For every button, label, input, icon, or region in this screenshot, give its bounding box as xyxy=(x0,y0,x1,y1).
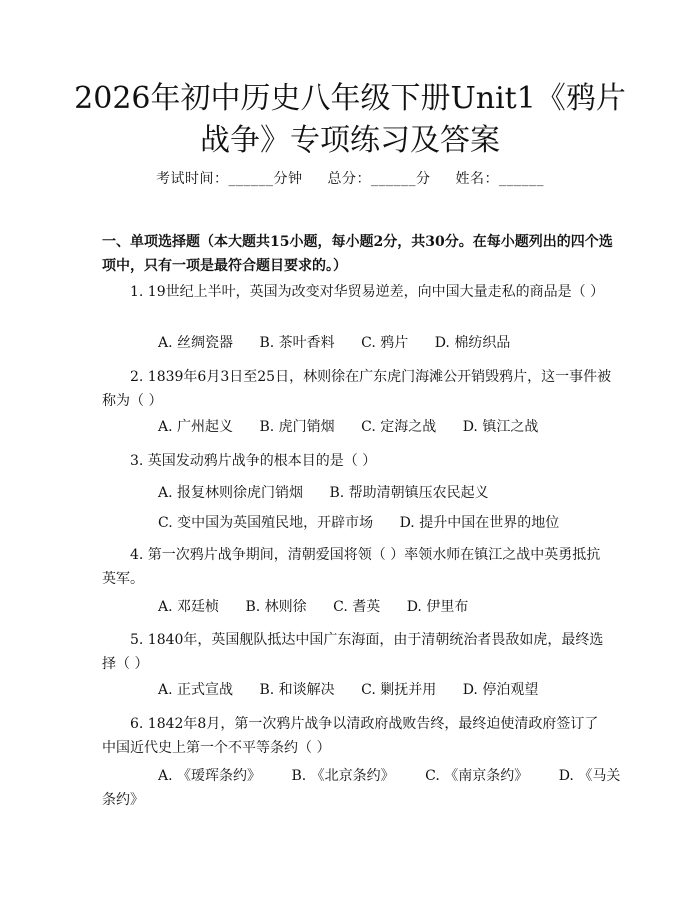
exam-meta xyxy=(0,168,700,188)
option-c: C. 耆英 xyxy=(333,599,381,615)
option-a: A. 正式宣战 xyxy=(158,682,234,698)
question-3-options-row2 xyxy=(158,511,581,535)
question-5-options xyxy=(158,678,560,702)
option-d: D. 停泊观望 xyxy=(462,682,539,698)
document-title: 2026年初中历史八年级下册Unit1《鸦片战争》专项练习及答案 xyxy=(74,81,626,158)
option-c: C. 《南京条约》 xyxy=(425,768,529,784)
option-b: B. 林则徐 xyxy=(245,599,307,615)
option-d: D. 棉纺织品 xyxy=(434,335,511,351)
option-d: D. 伊里布 xyxy=(406,599,469,615)
question-2: 2. 1839年6月3日至25日，林则徐在广东虎门海滩公开销毁鸦片，这一事件被称为（ ） xyxy=(102,369,612,409)
section-heading: 一、单项选择题（本大题共15小题，每小题2分，共30分。在每小题列出的四个选项中，只有一项是最符合题目要求的。） xyxy=(102,234,613,274)
option-d: D. 提升中国在世界的地位 xyxy=(399,515,560,531)
option-b: B. 和谈解决 xyxy=(259,682,335,698)
option-c: C. 鸦片 xyxy=(361,335,409,351)
option-c: C. 变中国为英国殖民地，开辟市场 xyxy=(158,515,374,531)
question-1-options xyxy=(158,331,532,355)
option-a: A. 报复林则徐虎门销烟 xyxy=(158,485,304,501)
option-c: C. 定海之战 xyxy=(361,419,437,435)
question-6-options xyxy=(102,764,622,812)
option-b: B. 《北京条约》 xyxy=(291,768,395,784)
option-b: B. 虎门销烟 xyxy=(259,419,335,435)
student-name: 姓名：______ xyxy=(455,171,544,187)
option-a: A. 邓廷桢 xyxy=(158,599,220,615)
option-b: B. 帮助清朝镇压农民起义 xyxy=(329,485,489,501)
exam-time: 考试时间：______分钟 xyxy=(156,171,303,187)
question-3-options-row1 xyxy=(158,481,511,505)
question-6: 6. 1842年8月，第一次鸦片战争以清政府战败告终，最终迫使清政府签订了中国近代史上第一个不平等条约（ ） xyxy=(102,716,599,756)
option-a: A. 《瑷珲条约》 xyxy=(158,768,262,784)
option-b: B. 茶叶香料 xyxy=(259,335,335,351)
question-3: 3. 英国发动鸦片战争的根本目的是（ ） xyxy=(130,453,377,469)
question-2-options xyxy=(158,415,560,439)
question-5: 5. 1840年，英国舰队抵达中国广东海面，由于清朝统治者畏敌如虎，最终选择（ ） xyxy=(102,632,604,672)
question-1: 1. 19世纪上半叶，英国为改变对华贸易逆差，向中国大量走私的商品是（ ） xyxy=(130,284,605,300)
option-d: D. 《马关条约》 xyxy=(102,768,621,808)
option-d: D. 镇江之战 xyxy=(462,419,539,435)
question-4: 4. 第一次鸦片战争期间，清朝爱国将领（ ）率领水师在镇江之战中英勇抵抗英军。 xyxy=(102,547,601,587)
exam-total-score: 总分：______分 xyxy=(327,171,431,187)
question-4-options xyxy=(158,595,490,619)
option-a: A. 广州起义 xyxy=(158,419,234,435)
option-a: A. 丝绸瓷器 xyxy=(158,335,234,351)
option-c: C. 剿抚并用 xyxy=(361,682,437,698)
